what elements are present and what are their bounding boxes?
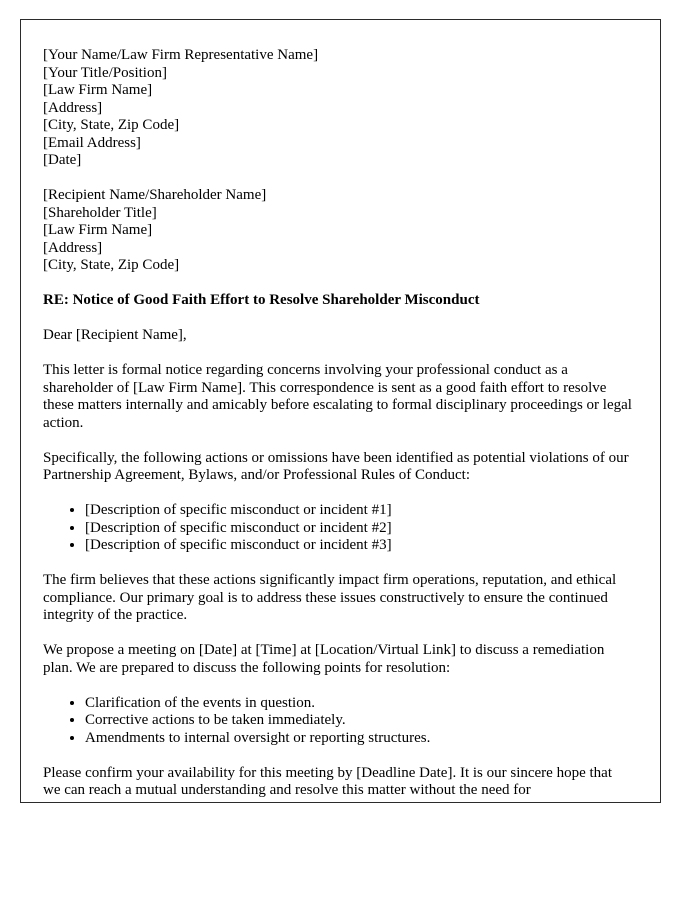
letter-page-frame — [20, 19, 661, 803]
paragraph-impact: The firm believes that these actions significantly impact firm operations, reputation, and ethical compliance. Our primary goal is to address these issues constructively to ensure the continued integrity of the practice. — [43, 572, 617, 623]
recipient-street-line: [Address] — [43, 239, 103, 256]
misconduct-item: • [Description of specific misconduct or incident #3] — [85, 537, 632, 555]
salutation: Dear [Recipient Name], — [43, 327, 187, 343]
sender-street-line: [Address] — [43, 99, 103, 116]
recipient-firm-line: [Law Firm Name] — [43, 222, 153, 238]
resolution-item: • Corrective actions to be taken immediately. — [85, 712, 632, 730]
sender-firm-line: [Law Firm Name] — [43, 82, 153, 98]
paragraph-intro: This letter is formal notice regarding concerns involving your professional conduct as a shareholder of [Law Firm Name]. This correspondence is sent as a good faith effort to resolve these matters internally and amicably before escalating to formal disciplinary proceedings or legal action. — [43, 362, 632, 431]
sender-address-block — [43, 47, 632, 170]
paragraph-confirm: Please confirm your availability for this meeting by [Deadline Date]. It is our sincere hope that we can reach a mutual understanding and resolve this matter without the need for — [43, 764, 612, 798]
resolution-item: • Clarification of the events in question. — [85, 695, 632, 713]
recipient-title-line: [Shareholder Title] — [43, 204, 157, 221]
misconduct-item: • [Description of specific misconduct or incident #2] — [85, 520, 632, 538]
sender-city-line: [City, State, Zip Code] — [43, 117, 180, 133]
recipient-address-block — [43, 187, 632, 275]
sender-title-line: [Your Title/Position] — [43, 64, 167, 81]
letter-body — [21, 20, 660, 800]
misconduct-item: • [Description of specific misconduct or incident #1] — [85, 502, 632, 520]
misconduct-list — [43, 502, 632, 555]
resolution-list — [43, 695, 632, 748]
recipient-name-line: [Recipient Name/Shareholder Name] — [43, 187, 267, 203]
resolution-item: • Amendments to internal oversight or reporting structures. — [85, 730, 632, 748]
sender-email-line: [Email Address] — [43, 134, 141, 151]
sender-name-line: [Your Name/Law Firm Representative Name] — [43, 47, 319, 63]
recipient-city-line: [City, State, Zip Code] — [43, 257, 180, 273]
paragraph-specifics: Specifically, the following actions or omissions have been identified as potential violations of our Partnership Agreement, Bylaws, and/or Professional Rules of Conduct: — [43, 449, 629, 483]
sender-date-line: [Date] — [43, 152, 82, 168]
subject-line: RE: Notice of Good Faith Effort to Resolve Shareholder Misconduct — [43, 292, 480, 308]
paragraph-meeting: We propose a meeting on [Date] at [Time] at [Location/Virtual Link] to discuss a remediation plan. We are prepared to discuss the following points for resolution: — [43, 642, 605, 676]
